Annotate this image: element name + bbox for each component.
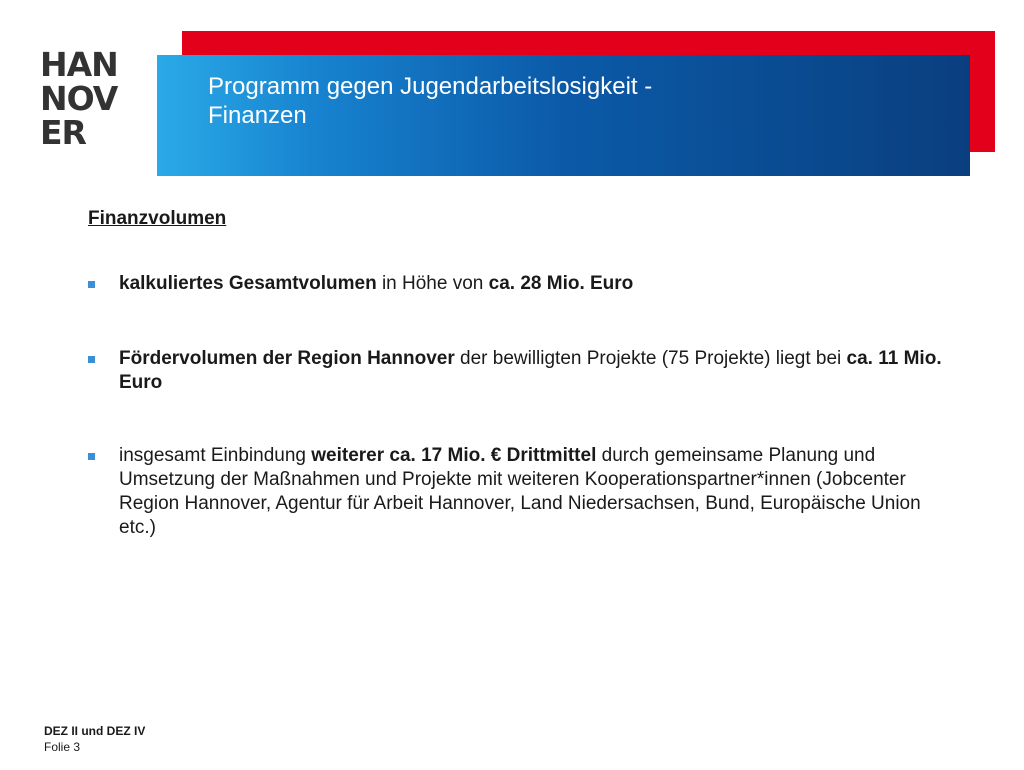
footer-slide-number: Folie 3 — [44, 740, 81, 754]
bullet-item — [88, 347, 958, 395]
section-heading: Finanzvolumen — [88, 208, 227, 229]
bullet-item — [88, 444, 958, 540]
bullet-bold: ca. 28 Mio. Euro — [488, 273, 634, 294]
logo-blue-square-icon — [40, 45, 120, 152]
bullet-plain: der bewilligten Projekte (75 Projekte) liegt bei — [454, 348, 847, 369]
logo-line-1: HAN — [40, 45, 118, 84]
square-bullet-icon — [88, 453, 95, 460]
bullet-text — [119, 272, 958, 296]
slide-title-line-2: Finanzen — [208, 102, 307, 129]
bullet-item — [88, 272, 958, 296]
square-bullet-icon — [88, 356, 95, 363]
bullet-plain: durch gemeinsame Planung und Umsetzung der Maßnahmen und Projekte mit weiteren Kooperationspartner*innen (Jobcenter Region Hannover, Agentur für Arbeit Hannover, Land Niedersachsen, Bund, Europäische Union etc.) — [119, 445, 921, 538]
bullet-bold: weiterer ca. 17 Mio. € Drittmittel — [311, 445, 597, 466]
bullet-text — [119, 444, 958, 540]
bullet-bold: Fördervolumen der Region Hannover — [119, 348, 455, 369]
bullet-plain: in Höhe von — [376, 273, 489, 294]
slide-title-line-1: Programm gegen Jugendarbeitslosigkeit - — [208, 73, 653, 100]
slide-title — [208, 72, 948, 130]
square-bullet-icon — [88, 281, 95, 288]
bullet-bold: kalkuliertes Gesamtvolumen — [119, 273, 377, 294]
logo-line-2: NOV — [40, 79, 118, 118]
bullet-bold: ca. 11 Mio. Euro — [119, 348, 942, 393]
bullet-text — [119, 347, 958, 395]
bullet-plain: insgesamt Einbindung — [119, 445, 312, 466]
logo-line-3: ER — [40, 113, 86, 152]
footer-department: DEZ II und DEZ IV — [44, 724, 146, 738]
slide-footer — [44, 723, 145, 755]
